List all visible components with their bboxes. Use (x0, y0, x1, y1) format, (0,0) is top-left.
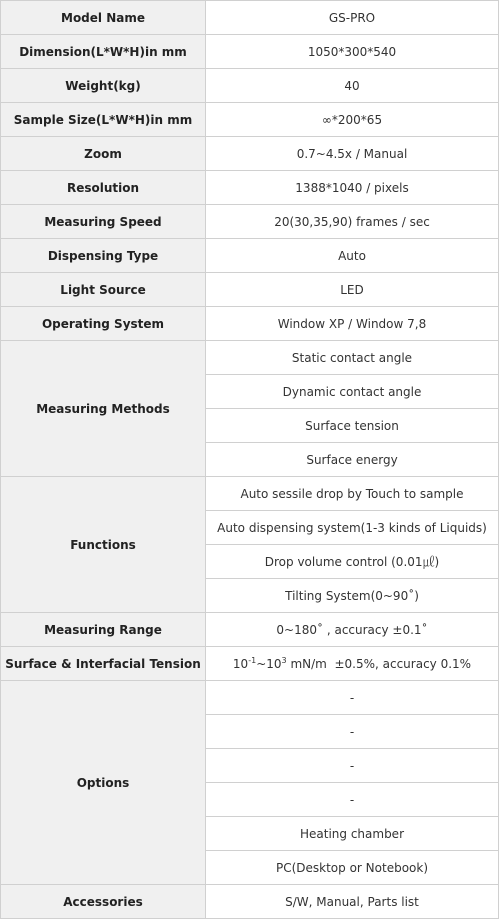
measuring-method-value: Surface tension (206, 409, 499, 443)
option-value: - (206, 749, 499, 783)
weight-label: Weight(kg) (1, 69, 206, 103)
option-value: - (206, 715, 499, 749)
dispensing-type-value: Auto (206, 239, 499, 273)
model-name-label: Model Name (1, 1, 206, 35)
measuring-speed-label: Measuring Speed (1, 205, 206, 239)
table-row (1, 273, 499, 307)
surface-tension-tilde: ~ (256, 656, 267, 671)
table-row (1, 1, 499, 35)
table-row (1, 647, 499, 681)
measuring-method-value: Surface energy (206, 443, 499, 477)
surface-tension-accuracy: mN/m ±0.5%, accuracy 0.1% (286, 656, 472, 671)
sample-size-label: Sample Size(L*W*H)in mm (1, 103, 206, 137)
measuring-method-value: Static contact angle (206, 341, 499, 375)
table-row (1, 613, 499, 647)
table-row (1, 477, 499, 511)
surface-tension-exponent-low: -1 (248, 655, 257, 665)
function-value: Tilting System(0~90˚) (206, 579, 499, 613)
light-source-label: Light Source (1, 273, 206, 307)
options-label: Options (1, 681, 206, 885)
functions-label: Functions (1, 477, 206, 613)
measuring-speed-value: 20(30,35,90) frames / sec (206, 205, 499, 239)
model-name-value: GS-PRO (206, 1, 499, 35)
option-value: - (206, 681, 499, 715)
surface-tension-exponent-high: 3 (281, 655, 287, 665)
measuring-range-label: Measuring Range (1, 613, 206, 647)
light-source-value: LED (206, 273, 499, 307)
surface-tension-base-low: 10 (232, 656, 249, 671)
function-value: Auto dispensing system(1-3 kinds of Liquids) (206, 511, 499, 545)
function-value: Drop volume control (0.01㎕) (206, 545, 499, 579)
table-row (1, 171, 499, 205)
surface-tension-label: Surface & Interfacial Tension (1, 647, 206, 681)
operating-system-label: Operating System (1, 307, 206, 341)
table-row (1, 137, 499, 171)
table-row (1, 239, 499, 273)
option-value: - (206, 783, 499, 817)
table-row (1, 307, 499, 341)
operating-system-value: Window XP / Window 7,8 (206, 307, 499, 341)
measuring-methods-label: Measuring Methods (1, 341, 206, 477)
sample-size-value: ∞*200*65 (206, 103, 499, 137)
accessories-value: S/W, Manual, Parts list (206, 885, 499, 919)
table-row (1, 681, 499, 715)
option-value: PC(Desktop or Notebook) (206, 851, 499, 885)
measuring-range-value: 0~180˚ , accuracy ±0.1˚ (206, 613, 499, 647)
table-row (1, 69, 499, 103)
option-value: Heating chamber (206, 817, 499, 851)
resolution-value: 1388*1040 / pixels (206, 171, 499, 205)
measuring-method-value: Dynamic contact angle (206, 375, 499, 409)
surface-tension-base-high: 10 (266, 656, 282, 671)
zoom-label: Zoom (1, 137, 206, 171)
dispensing-type-label: Dispensing Type (1, 239, 206, 273)
zoom-value: 0.7~4.5x / Manual (206, 137, 499, 171)
function-value: Auto sessile drop by Touch to sample (206, 477, 499, 511)
weight-value: 40 (206, 69, 499, 103)
surface-tension-value (206, 647, 499, 681)
accessories-label: Accessories (1, 885, 206, 919)
dimension-label: Dimension(L*W*H)in mm (1, 35, 206, 69)
table-row (1, 885, 499, 919)
table-row (1, 103, 499, 137)
dimension-value: 1050*300*540 (206, 35, 499, 69)
table-row (1, 341, 499, 375)
table-row (1, 35, 499, 69)
resolution-label: Resolution (1, 171, 206, 205)
table-row (1, 205, 499, 239)
